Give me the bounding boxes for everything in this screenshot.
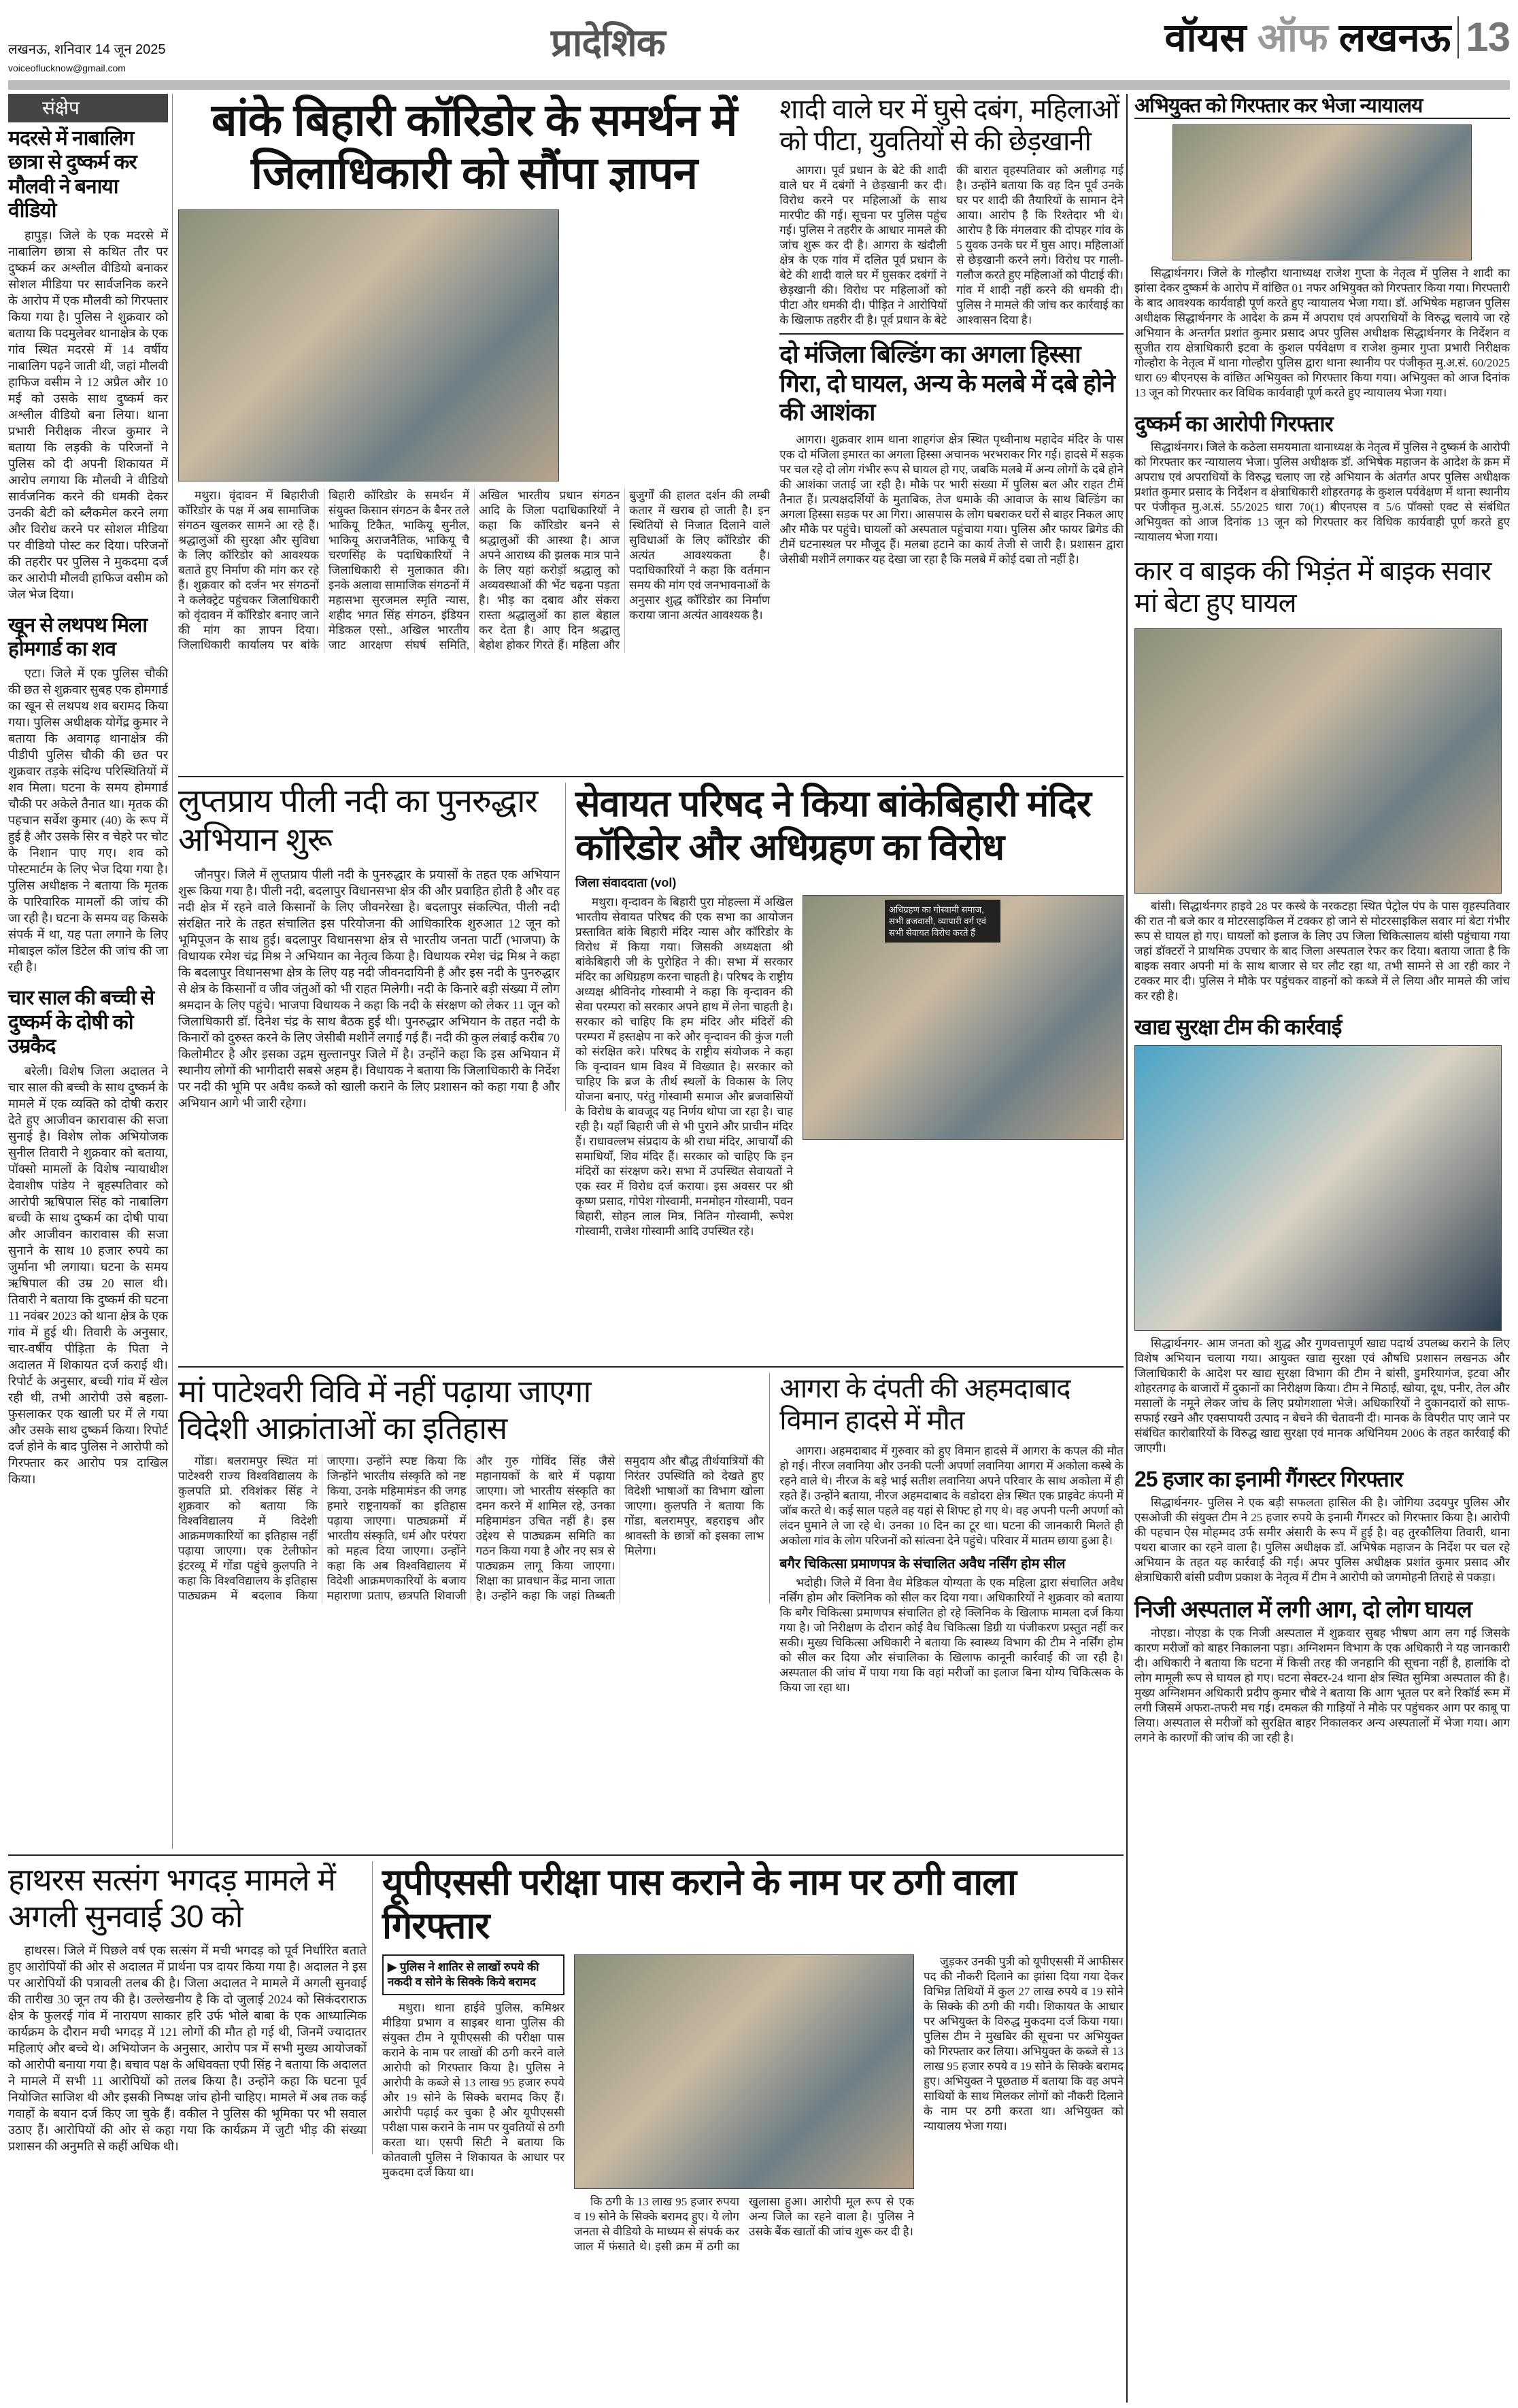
right-column xyxy=(1126,94,1510,2403)
article-upsc-fraud xyxy=(382,1861,1124,2254)
headline: दुष्कर्म का आरोपी गिरफ्तार xyxy=(1134,411,1333,437)
section-rule xyxy=(178,776,1124,777)
paragraph: आगरा। पूर्व प्रधान के बेटे की शादी वाले घर में दबंगों ने छेड़खानी कर दी। विरोध करने पर महिलाओं के साथ मारपीट की गई। सूचना पर पुलिस पहुंच गई। पुलिस ने तहरीर के आधार मामले की जांच शुरू कर दी है। आगरा के खंदौली क्षेत्र के एक गांव में दलित पूर्व प्रधान के बेटे की शादी वाले घर में घुसकर दबंगों ने छेड़खानी की। विरोध पर महिलाओं को पीटा और धमकी दी। पीड़ित ने आरोपियों के खिलाफ तहरीर दी है। पूर्व प्रधान के बेटे की बारात वृहस्पतिवार को अलीगढ़ गई है। उन्होंने बताया कि वह दिन पूर्व उनके घर पर शादी की तैयारियों के सामान देने आया। आरोप है कि रिश्तेदार भी थे। आरोप है कि मंगलवार की दोपहर गांव के 5 युवक उनके घर में घुस आए। महिलाओं से छेड़खानी करने लगे। विरोध पर गाली-गलौज करते हुए महिलाओं को पीटाई की। गांव में शादी नहीं करने की धमकी दी। पुलिस ने मामले की जांच कर कार्रवाई का आश्वासन दिया है। xyxy=(779,164,1124,327)
paragraph: हापुड़। जिले के एक मदरसे में नाबालिग छात्रा से कथित तौर पर दुष्कर्म कर अश्लील वीडियो बनाकर सोशल मीडिया पर सार्वजनिक करने के आरोप में एक मौलवी को गिरफ्तार किया गया है। पुलिस ने शुक्रवार को बताया कि पदमुलेवर थानाक्षेत्र के एक गांव स्थित मदरसे में 14 वर्षीय नाबालिग पढ़ने जाती थी, जहां मौलवी हाफिज वसीम ने 12 अप्रैल और 10 मई को उसके साथ दुष्कर्म कर अश्लील वीडियो बना लिया। थाना प्रभारी निरीक्षक नीरज कुमार ने बताया कि लड़की के परिजनों ने पुलिस को दी अपनी शिकायत में आरोप लगाया कि मौलवी ने वीडियो सार्वजनिक करने की धमकी देकर उनकी बेटी को ब्लैकमेल करने लगा और विरोध करने पर सोशल मीडिया पर वीडियो पोस्ट कर दिया। परिजनों की तहरीर पर पुलिस ने मुकदमा दर्ज कर आरोपी मौलवी हाफिज वसीम को जेल भेज दिया। xyxy=(8,228,168,601)
article-body xyxy=(575,895,793,1239)
masthead-part: ऑफ xyxy=(1257,15,1328,60)
article-body xyxy=(1134,440,1510,545)
headline: हाथरस सत्संग भगदड़ मामले में अगली सुनवाई 30 को xyxy=(8,1862,335,1935)
article-body xyxy=(1134,266,1510,401)
paragraph: बरेली। विशेष जिला अदालत ने चार साल की बच्ची के साथ दुष्कर्म के मामले में एक व्यक्ति को दोषी करार देते हुए आजीवन कारावास की सजा सुनाई है। विशेष लोक अभियोजक सुनील तिवारी ने शुक्रवार को बताया, पॉक्सो मामलों के विशेष न्यायाधीश देवाशीष पांडेय ने बृहस्पतिवार को आरोपी ऋषिपाल सिंह को नाबालिग बच्ची के साथ दुष्कर्म का दोषी पाया और आजीवन कारावास की सजा सुनाने के साथ 10 हजार रुपये का जुर्माना भी लगाया। घटना के समय ऋषिपाल की उम्र 20 साल थी। तिवारी ने बताया कि दुष्कर्म की घटना 11 नवंबर 2023 को थाना क्षेत्र के एक गांव में हुई थी। तिवारी के अनुसार, चार-वर्षीय पीड़िता के पिता ने अदालत में शिकायत दर्ज कराई थी। रिपोर्ट के अनुसार, बच्ची गांव में खेल रही थी, तभी आरोपी उसे बहला-फुसलाकर एक खाली घर में ले गया और उसके साथ दुष्कर्म किया। रिपोर्ट दर्ज होने के बाद पुलिस ने आरोपी को गिरफ्तार कर आरोप पत्र दाखिल किया। xyxy=(8,1064,168,1486)
photo-food-safety-inspection xyxy=(1134,1045,1502,1331)
photo-accused-with-police xyxy=(1173,124,1472,260)
photo-banner: अधिग्रहण का गोस्वामी समाज, सभी ब्रजवासी, व्यापारी वर्ग एवं सभी सेवायत विरोध करते हैं xyxy=(885,900,1000,943)
article-body xyxy=(382,2001,564,2180)
headline: निजी अस्पताल में लगी आग, दो लोग घायल xyxy=(1134,1597,1472,1623)
article-body xyxy=(1134,1336,1510,1456)
paragraph: एटा। जिले में एक पुलिस चौकी की छत से शुक्रवार सुबह एक होमगार्ड का खून से लथपथ शव बरामद किया गया। पुलिस अधीक्षक योगेंद्र कुमार ने बताया कि अवागढ़ थानाक्षेत्र की पीडीपी पुलिस चौकी की छत पर शुक्रवार तड़के संदिग्ध परिस्थितियों में शव मिला। घटना के समय होमगार्ड चौकी पर अकेले तैनात था। मृतक की पहचान सर्वेश कुमार (40) के रूप में हुई है और उसके सिर व चेहरे पर चोट के निशान पाए गए। शव को पोस्टमार्टम के लिए भेज दिया गया है। पुलिस अधीक्षक ने बताया कि मृतक के पारिवारिक मामलों की जांच की जा रही है। घटना के समय वह किसके संपर्क में था, यह पता लगाने के लिए मोबाइल कॉल डिटेल की जांच की जा रही है। xyxy=(8,666,168,974)
article-body xyxy=(779,163,1124,328)
headline: बांके बिहारी कॉरिडोर के समर्थन में जिलाधिकारी को सौंपा ज्ञापन xyxy=(211,95,737,198)
left-article-1 xyxy=(8,126,168,603)
article-body xyxy=(8,665,168,975)
paragraph: बांसी। सिद्धार्थनगर हाइवे 28 पर कस्बे के नरकटहा स्थित पेट्रोल पंप के पास वृहस्पतिवार की रात नौ बजे कार व मोटरसाइकिल में टक्कर हो जाने से मोटरसाइकिल सवार मां बेटा गंभीर रूप से घायल हो गए। घायलों को इलाज के लिए उप जिला चिकित्सालय बांसी पहुंचाया गया जहां डॉक्टरों ने प्राथमिक उपचार के बाद जिला अस्पताल रेफर कर दिया। बताया जाता है कि बाइक सवार अपनी मां के साथ बाजार से घर लौट रहा था, तभी सामने से आ रही कार ने टक्कर मार दी। पुलिस ने मौके पर पहुंचकर वाहनों को कब्जे में ले लिया और मामले की जांच कर रही है। xyxy=(1134,899,1510,1002)
section-rule xyxy=(178,1366,1124,1368)
article-body xyxy=(574,2194,914,2254)
paragraph: मथुरा। थाना हाईवे पुलिस, कमिश्नर मीडिया प्रभाग व साइबर थाना पुलिस की संयुक्त टीम ने यूपीएससी की परीक्षा पास कराने के नाम पर लाखों की ठगी करने वाले आरोपी को गिरफ्तार किया है। पुलिस ने आरोपी के कब्जे से 13 लाख 95 हजार रुपये और 19 सोने के सिक्के बरामद किए हैं। आरोपी पढ़ाई कर चुका है और यूपीएससी परीक्षा पास कराने के नाम पर युवतियों से ठगी करता था। एसपी सिटी ने बताया कि कोतवाली पुलिस ने शिकायत के आधार पर मुकदमा दर्ज किया था। xyxy=(382,2001,564,2180)
article-sevayat xyxy=(575,783,1124,1239)
headline: शादी वाले घर में घुसे दबंग, महिलाओं को पीटा, युवतियों से की छेड़खानी xyxy=(779,95,1119,157)
masthead-area xyxy=(1164,14,1510,62)
contact-email: voiceoflucknow@gmail.com xyxy=(8,63,126,73)
paragraph: जौनपुर। जिले में लुप्तप्राय पीली नदी के पुनरुद्धार के प्रयासों के तहत एक अभियान शुरू किया गया है। पीली नदी, बदलापुर विधानसभा क्षेत्र की और प्रवाहित होती है और वह नदी क्षेत्र में रहने वाले किसानों के लिए जीवनरेखा है। बदलापुर संकल्पित, पीली नदी संरक्षित नारे के तहत संचालित इस परियोजना की आधिकारिक शुरुआत 12 जून को भूमिपूजन के साथ हुई। बदलापुर विधानसभा क्षेत्र से भारतीय जनता पार्टी (भाजपा) के विधायक रमेश चंद्र मिश्र ने अभियान का नेतृत्व किया है। विधायक रमेश चंद्र मिश्र ने कहा कि बदलापुर विधानसभा क्षेत्र के लिए यह नदी जीवनदायिनी है और इस नदी के पुनरुद्धार से क्षेत्र के किसानों व जीव जंतुओं को भी राहत मिलेगी। नदी के किनारे बड़ी संख्या में लोग श्रमदान के लिए पहुंचे। भाजपा विधायक ने कहा कि नदी के संरक्षण को लेकर 11 जून को जिलाधिकारी डॉ. दिनेश चंद्र के साथ बैठक हुई थी। पुनरुद्धार अभियान के तहत नदी के किनारों को दुरुस्त करने के लिए जेसीबी मशीनें लगाई गई हैं। नदी की कुल लंबाई करीब 70 किलोमीटर है और इसका उद्गम सुल्तानपुर जिले में है। उन्होंने कहा कि इस अभियान में स्थानीय लोगों की भागीदारी सबसे अहम है। विधायक ने बताया कि जिलाधिकारी के निर्देश पर नदी की भूमि पर अवैध कब्जे को खाली कराने के लिए प्रशासन को कहा गया है और अभियान आगे भी जारी रहेगा। xyxy=(178,868,560,1110)
article-banke-bihari xyxy=(178,94,770,653)
right-article-4 xyxy=(1134,1015,1510,1457)
headline: लुप्तप्राय पीली नदी का पुनरुद्धार अभियान शुरू xyxy=(178,783,538,858)
right-article-5 xyxy=(1134,1467,1510,1585)
headline: खाद्य सुरक्षा टीम की कार्रवाई xyxy=(1134,1014,1342,1039)
article-agra-plane-crash xyxy=(779,1373,1124,1695)
section-title: प्रादेशिक xyxy=(551,21,665,64)
masthead-divider xyxy=(1457,16,1459,58)
photo-memorandum-group xyxy=(178,209,559,481)
article-wedding-assault xyxy=(779,94,1124,328)
article-pateshwari xyxy=(178,1373,770,1604)
page-number: 13 xyxy=(1466,14,1510,60)
paragraph: आगरा। शुक्रवार शाम थाना शाहगंज क्षेत्र स्थित पृथ्वीनाथ महादेव मंदिर के पास एक दो मंजिला इमारत का अगला हिस्सा अचानक भरभराकर गिर गई। हादसे में सड़क पर चल रहे दो लोग गंभीर रूप से घायल हो गए, जबकि मलबे में अन्य लोगों के दबे होने की आशंका जताई जा रही है। मौके पर भारी संख्या में पुलिस बल और राहत टीमें तैनात हैं। प्रत्यक्षदर्शियों के मुताबिक, तेज धमाके की आवाज के साथ बिल्डिंग का अगला हिस्सा सड़क पर आ गिरा। आसपास के लोग घबराकर घरों से बाहर निकल आए और मौके पर पहुंचे। घायलों को अस्पताल पहुंचाया गया। पुलिस और फायर ब्रिगेड की टीमें घटनास्थल पर मौजूद हैं। मलबा हटाने का कार्य तेजी से जारी है। प्रशासन द्वारा जेसीबी मशीनें लगाकर यह देखा जा रहा है कि मलबे में कोई दबा तो नहीं है। xyxy=(779,433,1124,566)
headline: खून से लथपथ मिला होमगार्ड का शव xyxy=(8,613,148,660)
paragraph: नोएडा। नोएडा के एक निजी अस्पताल में शुक्रवार सुबह भीषण आग लग गई जिसके कारण मरीजों को बाहर निकालना पड़ा। अग्निशमन विभाग के एक अधिकारी ने यह जानकारी दी। अधिकारी ने बताया कि घटना में किसी तरह की जनहानि की सूचना नहीं है, हालांकि दो लोग मामूली रूप से घायल हो गए। घटना सेक्टर-24 थाना क्षेत्र स्थित सुमित्रा अस्पताल की है। मुख्य अग्निशमन अधिकारी प्रदीप कुमार चौबे ने बताया कि आग भूतल पर बने रिकॉर्ड रूम में लगी जिसमें अफरा-तफरी मच गई। दमकल की गाड़ियों ने मौके पर पहुंचकर आग पर काबू पा लिया। अस्पताल से मरीजों को सुरक्षित बाहर निकालकर अन्य अस्पतालों में भेजा गया। आग लगने के कारणों की जांच की जा रही है। xyxy=(1134,1627,1510,1745)
paragraph: भदोही। जिले में विना वैध मेडिकल योग्यता के एक महिला द्वारा संचालित अवैध नर्सिंग होम और क्लिनिक को सील कर दिया गया। अधिकारियों ने शुक्रवार को बताया कि बगैर चिकित्सा प्रमाणपत्र संचालित हो रहे क्लिनिक के खिलाफ मामला दर्ज किया गया है। जो निरीक्षण के दौरान कोई वैध चिकित्सा डिग्री या पंजीकरण प्रस्तुत नहीं कर सकी। मुख्य चिकित्सा अधिकारी ने बताया कि स्वास्थ्य विभाग की टीम ने नर्सिंग होम को सील कर दिया और संचालिका के खिलाफ कानूनी कार्रवाई की जा रही है। अस्पताल की जांच में पाया गया कि वहां मरीजों का इलाज बिना योग्य चिकित्सक के किया जा रहा था। xyxy=(779,1576,1124,1695)
main-area xyxy=(8,94,1124,2254)
article-body xyxy=(178,866,560,1111)
article-body xyxy=(178,488,770,653)
paragraph: कि ठगी के 13 लाख 95 हजार रुपया व 19 सोने के सिक्के बरामद हुए। ये लोग जनता से वीडियो के माध्यम से संपर्क कर जाल में फंसाते थे। इसी क्रम में ठगी का खुलासा हुआ। आरोपी मूल रूप से एक अन्य जिले का रहने वाला है। पुलिस ने उसके बैंक खातों की जांच शुरू कर दी है। xyxy=(574,2195,914,2254)
headline: 25 हजार का इनामी गैंगस्टर गिरफ्तार xyxy=(1134,1467,1403,1492)
article-peeli-river xyxy=(178,783,566,1111)
paragraph: सिद्धार्थनगर। जिले के कठेला समयमाता थानाध्यक्ष के नेतृत्व में पुलिस ने दुष्कर्म के आरोपी को गिरफ्तार कर न्यायालय भेजा। पुलिस अधीक्षक डॉ. अभिषेक महाजन के आदेश के क्रम में अपराध एवं अपराधियों के विरुद्ध चलाए जा रहे अभियान के अंतर्गत अपर पुलिस अधीक्षक प्रशांत कुमार प्रसाद के निर्देशन व क्षेत्राधिकारी शोहरतगढ़ के कुशल पर्यवेक्षण में थाना स्थानीय पर पंजीकृत मु.अ.सं. 55/2025 धारा 70(1) बीएनएस व 5/6 पॉक्सो एक्ट से संबंधित अभियुक्त को आज दिनांक 13 जून को गिरफ्तार कर विधिक कार्यवाही पूर्ण करते हुए न्यायालय भेजा गया। xyxy=(1134,441,1510,544)
photo-sevayat-meeting xyxy=(803,895,1124,1140)
left-article-2 xyxy=(8,613,168,976)
article-body xyxy=(1134,1495,1510,1585)
left-article-3 xyxy=(8,986,168,1487)
article-body xyxy=(8,227,168,603)
masthead-part: वॉयस xyxy=(1164,15,1247,60)
article-body xyxy=(8,1063,168,1487)
article-body xyxy=(779,433,1124,567)
headline: चार साल की बच्ची से दुष्कर्म के दोषी को उम्रकैद xyxy=(8,987,154,1058)
paragraph: जुड़कर उनकी पुत्री को यूपीएससी में आफीसर पद की नौकरी दिलाने का झांसा दिया गया देकर विभिन्न तिथियों में कुल 27 लाख रुपये व 19 सोने के सिक्के की ठगी की गयी। शिकायत के आधार पर अभियुक्त के विरुद्ध मुकदमा दर्ज किया गया। पुलिस टीम ने मुखबिर की सूचना पर अभियुक्त को गिरफ्तार कर लिया। अभियुक्त के कब्जे से 13 लाख 95 हजार रुपये व 19 सोने के सिक्के बरामद हुए। अभियुक्त ने पूछताछ में बताया कि वह अपने साथियों के साथ मिलकर लोगों को नौकरी दिलाने के नाम पर ठगी करता था। अभियुक्त को न्यायालय भेजा गया। xyxy=(924,1955,1124,2133)
article-building-collapse xyxy=(779,340,1124,566)
article-hathras xyxy=(8,1861,373,2154)
subheadline: बगैर चिकित्सा प्रमाणपत्र के संचालित अवैध नर्सिंग होम सील xyxy=(779,1557,1066,1572)
paragraph: हाथरस। जिले में पिछले वर्ष एक सत्संग में मची भगदड़ को पूर्व निर्धारित बताते हुए आरोपियों की ओर से अदालत में प्रार्थना पत्र दायर किया गया है। अदालत ने इस पर आरोपियों की पत्रावली तलब की है। जिला अदालत ने मामले में अगली सुनवाई की तारीख 30 जून तय की है। उल्लेखनीय है कि दो जुलाई 2024 को सिकंदराराऊ क्षेत्र के फुलरई गांव में नारायण साकार हरि उर्फ भोले बाबा के एक आध्यात्मिक कार्यक्रम के दौरान मची भगदड़ में 121 लोगों की मौत हो गई थी, जिनमें ज्यादातर महिलाएं और बच्चे थे। अभियोजन के अनुसार, आरोप पत्र में सभी मुख्य आयोजकों को आरोपी बनाया गया है। बचाव पक्ष के अधिवक्ता एपी सिंह ने बताया कि अदालत ने मामले में सभी 11 आरोपियों को तलब किया है। उन्होंने कहा कि घटना पूर्व नियोजित साजिश थी और इसकी निष्पक्ष जांच होनी चाहिए। मामले में अब तक कई गवाहों के बयान दर्ज किए जा चुके हैं। वकील ने पुलिस की भूमिका पर भी सवाल उठाए हैं। आरोपियों की ओर से कहा गया कि कार्यक्रम में जुटी भीड़ की संख्या प्रशासन की अनुमति से कहीं अधिक थी। xyxy=(8,1943,367,2153)
paragraph: आगरा। अहमदाबाद में गुरुवार को हुए विमान हादसे में आगरा के कपल की मौत हो गई। नीरज लवानिया और उनकी पत्नी अपर्णा लवानिया आगरा में अकोला कस्बे के रहने वाले थे। नीरज के बड़े भाई सतीश लवानिया अपने परिवार के साथ अकोला में ही रहते हैं। उन्होंने बताया, नीरज अहमदाबाद के वडोदरा क्षेत्र स्थित एक प्राइवेट कंपनी में जॉब करते थे। कई साल पहले वह यहां से शिफ्ट हो गए थे। वह अपनी पत्नी अपर्णा को लंदन घुमाने ले जा रहे थे। उनका 10 दिन का टूर था। घटना की जानकारी मिलते ही अकोला गांव के लोग परिजनों को सांत्वना देने पहुंचे। परिवार में मातम छाया हुआ है। xyxy=(779,1444,1124,1548)
headline: दो मंजिला बिल्डिंग का अगला हिस्सा गिरा, दो घायल, अन्य के मलबे में दबे होने की आशंका xyxy=(779,340,1115,426)
article-body xyxy=(8,1942,367,2154)
headline: अभियुक्त को गिरफ्तार कर भेजा न्यायालय xyxy=(1134,94,1510,119)
photo-accident-injured xyxy=(1134,628,1502,894)
paragraph: सिद्धार्थनगर। जिले के गोल्हौरा थानाध्यक्ष राजेश गुप्ता के नेतृत्व में पुलिस ने शादी का झांसा देकर दुष्कर्म के आरोप में वांछित 01 नफर अभियुक्त को गिरफ्तार किया गया। गिरफ्तारी के बाद आवश्यक कार्यवाही पूर्ण करते हुए न्यायालय भेजा गया। डॉ. अभिषेक महाजन पुलिस अधीक्षक सिद्धार्थनगर के आदेश के क्रम में अपराध एवं अपराधियों के विरुद्ध चलाये जा रहे अभियान के अन्तर्गत प्रशांत कुमार प्रसाद अपर पुलिस अधीक्षक सिद्धार्थनगर के निर्देशन व सुजीत राय क्षेत्राधिकारी इटवा के कुशल पर्यवेक्षण व राजेश कुमार गुप्ता प्रभारी निरीक्षक गोल्हौरा के नेतृत्व में थाना गोल्हौरा पुलिस द्वारा थाना स्थानीय पर पंजीकृत मु.अ.सं. 60/2025 धारा 69 बीएनएस के वांछित अभियुक्त को गिरफ्तार किया गया। अभियुक्त को आज दिनांक 13 जून को गिरफ्तार कर विधिक कार्यवाही पूर्ण करते हुए न्यायालय भेजा गया। xyxy=(1134,267,1510,400)
header-bar xyxy=(8,80,1510,90)
headline: कार व बाइक की भिड़ंत में बाइक सवार मां बेटा हुए घायल xyxy=(1134,556,1491,619)
main-column xyxy=(173,94,1124,1849)
page-date: लखनऊ, शनिवार 14 जून 2025 xyxy=(8,42,166,57)
article-body xyxy=(779,1444,1124,1548)
headline: आगरा के दंपती की अहमदाबाद विमान हादसे में मौत xyxy=(779,1374,1070,1436)
paragraph: गोंडा। बलरामपुर स्थित मां पाटेश्वरी राज्य विश्वविद्यालय के कुलपति प्रो. रविशंकर सिंह ने शुक्रवार को बताया कि विश्वविद्यालय में विदेशी आक्रमणकारियों का इतिहास नहीं पढ़ाया जाएगा। एक टेलीफोन इंटरव्यू में गोंडा पहुंचे कुलपति ने कहा कि विश्वविद्यालय के इतिहास पाठ्यक्रम में बदलाव किया जाएगा। उन्होंने स्पष्ट किया कि जिन्होंने भारतीय संस्कृति को नष्ट किया, उनके महिमामंडन की जगह हमारे राष्ट्रनायकों का इतिहास पढ़ाया जाएगा। पाठ्यक्रमों में भारतीय संस्कृति, धर्म और परंपरा को महत्व दिया जाएगा। उन्होंने कहा कि अब विश्वविद्यालय में विदेशी आक्रमणकारियों के बजाय महाराणा प्रताप, छत्रपति शिवाजी और गुरु गोविंद सिंह जैसे महानायकों के बारे में पढ़ाया जाएगा। जो भारतीय संस्कृति का दमन करने में शामिल रहे, उनका महिमामंडन उचित नहीं है। इस उद्देश्य से पाठ्यक्रम समिति का गठन किया गया है और नए सत्र से पाठ्यक्रम लागू किया जाएगा। शिक्षा का प्रावधान केंद्र माना जाता है। उन्होंने कहा कि जहां तिब्बती समुदाय और बौद्ध तीर्थयात्रियों की निरंतर उपस्थिति को देखते हुए विदेशी भाषाओं का विभाग खोला जाएगा। कुलपति ने बताया कि गोंडा, बलरामपुर, बहराइच और श्रावस्ती के छात्रों को इसका लाभ मिलेगा। xyxy=(178,1454,764,1602)
right-article-2 xyxy=(1134,411,1510,545)
headline: विदेशी आक्रांताओं का इतिहास xyxy=(178,1410,507,1446)
byline: जिला संवाददाता (vol) xyxy=(575,876,677,890)
headline: मदरसे में नाबालिग छात्रा से दुष्कर्म कर मौलवी ने बनाया वीडियो xyxy=(8,127,137,222)
masthead xyxy=(1164,16,1451,60)
section-rule xyxy=(779,333,1124,335)
brief-label: संक्षेप xyxy=(8,94,168,122)
headline: यूपीएससी परीक्षा पास कराने के नाम पर ठगी वाला गिरफ्तार xyxy=(382,1862,1016,1946)
paragraph: सिद्धार्थनगर- आम जनता को शुद्ध और गुणवत्तापूर्ण खाद्य पदार्थ उपलब्ध कराने के लिए विशेष अभियान चलाया गया। आयुक्त खाद्य सुरक्षा एवं औषधि प्रशासन लखनऊ और जिलाधिकारी के आदेश पर खाद्य सुरक्षा विभाग की टीम ने बांसी, डुमरियागंज, इटवा और शोहरतगढ़ के बाजारों में दुकानों का निरीक्षण किया। टीम ने मिठाई, खोया, दूध, पनीर, तेल और मसालों के नमूने लेकर जांच के लिए प्रयोगशाला भेजे। अधिकारियों ने दुकानदारों को साफ-सफाई रखने और एक्सपायरी उत्पाद न बेचने की चेतावनी दी। मानक के विपरीत पाए जाने पर संबंधित कारोबारियों के विरुद्ध खाद्य सुरक्षा एवं मानक अधिनियम 2006 के तहत कार्रवाई की जाएगी। xyxy=(1134,1337,1510,1455)
photo-police-press xyxy=(574,1954,914,2189)
article-body xyxy=(779,1576,1124,1695)
section-rule xyxy=(8,1854,1124,1856)
article-body xyxy=(924,1954,1124,2134)
article-body xyxy=(1134,1626,1510,1746)
article-body xyxy=(178,1454,764,1604)
bullet-icon: ▶ xyxy=(388,1961,397,1974)
paragraph: मथुरा। वृन्दावन के बिहारी पुरा मोहल्ला में अखिल भारतीय सेवायत परिषद की एक सभा का आयोजन प्रस्तावित बांके बिहारी मंदिर न्यास और कॉरिडोर के विरोध में किया गया। जिसकी अध्यक्षता श्री बांकेबिहारी जी के पुरोहित ने की। सभा में सरकार मंदिर का अधिग्रहण करना चाहती है। परिषद के राष्ट्रीय अध्यक्ष श्रीविनोद गोस्वामी ने कहा कि वृन्दावन की सेवा परम्परा को सरकार अपने हाथ में लेना चाहती है। सरकार को चाहिए कि हम मंदिर और मंदिरों की परम्परा में हस्तक्षेप ना करे और वृन्दावन की कुंज गली को संरक्षित करे। परिषद के राष्ट्रीय संयोजक ने कहा कि वृन्दावन धाम विश्व में विख्यात है। सरकार को चाहिए कि ब्रज के तीर्थ स्थलों के विकास के लिए योजना बनाए, परंतु गोस्वामी समाज और ब्रजवासियों के विरोध के बावजूद यह निर्णय थोपा जा रहा है। चाह रही है। यहाँ बिहारी जी से भी पुराने और प्राचीन मंदिर हैं। राधावल्लभ संप्रदाय के श्री राधा मंदिर, आचार्यों की समाधियाँ, शिव मंदिर हैं। सरकार को चाहिए कि इन मंदिरों का संरक्षण करे। सभा में उपस्थित सेवायतों ने एक स्वर में विरोध दर्ज कराया। इस अवसर पर श्री कृष्ण प्रसाद, गोपेश गोस्वामी, मनमोहन गोस्वामी, पवन बिहारी, सोहन लाल मित्र, नितिन गोस्वामी, रूपेश गोस्वामी, राजेश गोस्वामी आदि उपस्थित रहे। xyxy=(575,896,793,1238)
article-body xyxy=(1134,899,1510,1004)
left-column xyxy=(8,94,173,1849)
callout-box xyxy=(382,1954,564,1995)
masthead-part: लखनऊ xyxy=(1338,15,1451,60)
headline: सेवायत परिषद ने किया बांकेबिहारी मंदिर कॉरिडोर और अधिग्रहण का विरोध xyxy=(575,783,1091,868)
headline: मां पाटेश्वरी विवि में नहीं पढ़ाया जाएगा xyxy=(178,1374,591,1409)
right-article-3 xyxy=(1134,556,1510,1003)
callout-text: पुलिस ने शातिर से लाखों रुपये की नकदी व सोने के सिक्के किये बरामद xyxy=(388,1961,539,1989)
right-article-6 xyxy=(1134,1596,1510,1746)
paragraph: सिद्धार्थनगर- पुलिस ने एक बड़ी सफलता हासिल की है। जोगिया उदयपुर पुलिस और एसओजी की संयुक्त टीम ने 25 हजार रुपये के इनामी गैंगस्टर को गिरफ्तार किया है। आरोपी की पहचान ऐस मोहम्मद उर्फ समीर अंसारी के रूप में हुई है। वह तुरकौलिया तिवारी, थाना पथरा बाजार का रहने वाला है। पुलिस अधीक्षक डॉ. अभिषेक महाजन के निर्देश पर चल रहे अभियान के तहत यह कार्रवाई की गई। अपर पुलिस अधीक्षक प्रशांत कुमार प्रसाद और क्षेत्राधिकारी बांसी प्रवीण प्रकाश के नेतृत्व में टीम ने आरोपी को जगमोहनी तिराहे से पकड़ा। xyxy=(1134,1496,1510,1584)
right-article-1 xyxy=(1134,94,1510,401)
paragraph: मथुरा। वृंदावन में बिहारीजी कॉरिडोर के पक्ष में अब सामाजिक संगठन खुलकर सामने आ रहे हैं। श्रद्धालुओं की सुरक्षा और सुविधा के लिए कॉरिडोर को आवश्यक बताते हुए निर्माण की मांग कर रहे हैं। शुक्रवार को दर्जन भर संगठनों ने कलेक्ट्रेट पहुंचकर जिलाधिकारी को वृंदावन में कॉरिडोर बनाए जाने की मांग का ज्ञापन दिया। जिलाधिकारी कार्यालय पर बांके बिहारी कॉरिडोर के समर्थन में संयुक्त किसान संगठन के बैनर तले भाकियू टिकैत, भाकियू सुनील, भाकियू अराजनैतिक, भाकियू चै चरणसिंह के पदाधिकारियों ने जिलाधिकारी से मुलाकात की। इनके अलावा सामाजिक संगठनों में महासभा सुरजमल स्मृति न्यास, शहीद भगत सिंह संगठन, इंडियन मेडिकल एसो., अखिल भारतीय जाट आरक्षण संघर्ष समिति, अखिल भारतीय प्रधान संगठन आदि के जिला पदाधिकारियों ने कहा कि कॉरिडोर बनने से श्रद्धालुओं की आस्था है। आज अपने आराध्य की झलक मात्र पाने के लिए यहां करोड़ों श्रद्धालु को अव्यवस्थाओं की भेंट चढ़ना पड़ता है। भीड़ का दबाव और संकरा रास्ता श्रद्धालुओं का हाल बेहाल कर देता है। आए दिन श्रद्धालु बेहोश होकर गिरते हैं। महिला और बुजुर्गों की हालत दर्शन की लम्बी कतार में खराब हो जाती है। इन स्थितियों से निजात दिलाने वाले सुविधाओं के लिए कॉरिडोर की अत्यंत आवश्यकता है। पदाधिकारियों ने कहा कि वर्तमान समय की मांग एवं जनभावनाओं के अनुसार शुद्ध कॉरिडोर का निर्माण कराया जाना अत्यंत आवश्यक है। xyxy=(178,488,771,651)
